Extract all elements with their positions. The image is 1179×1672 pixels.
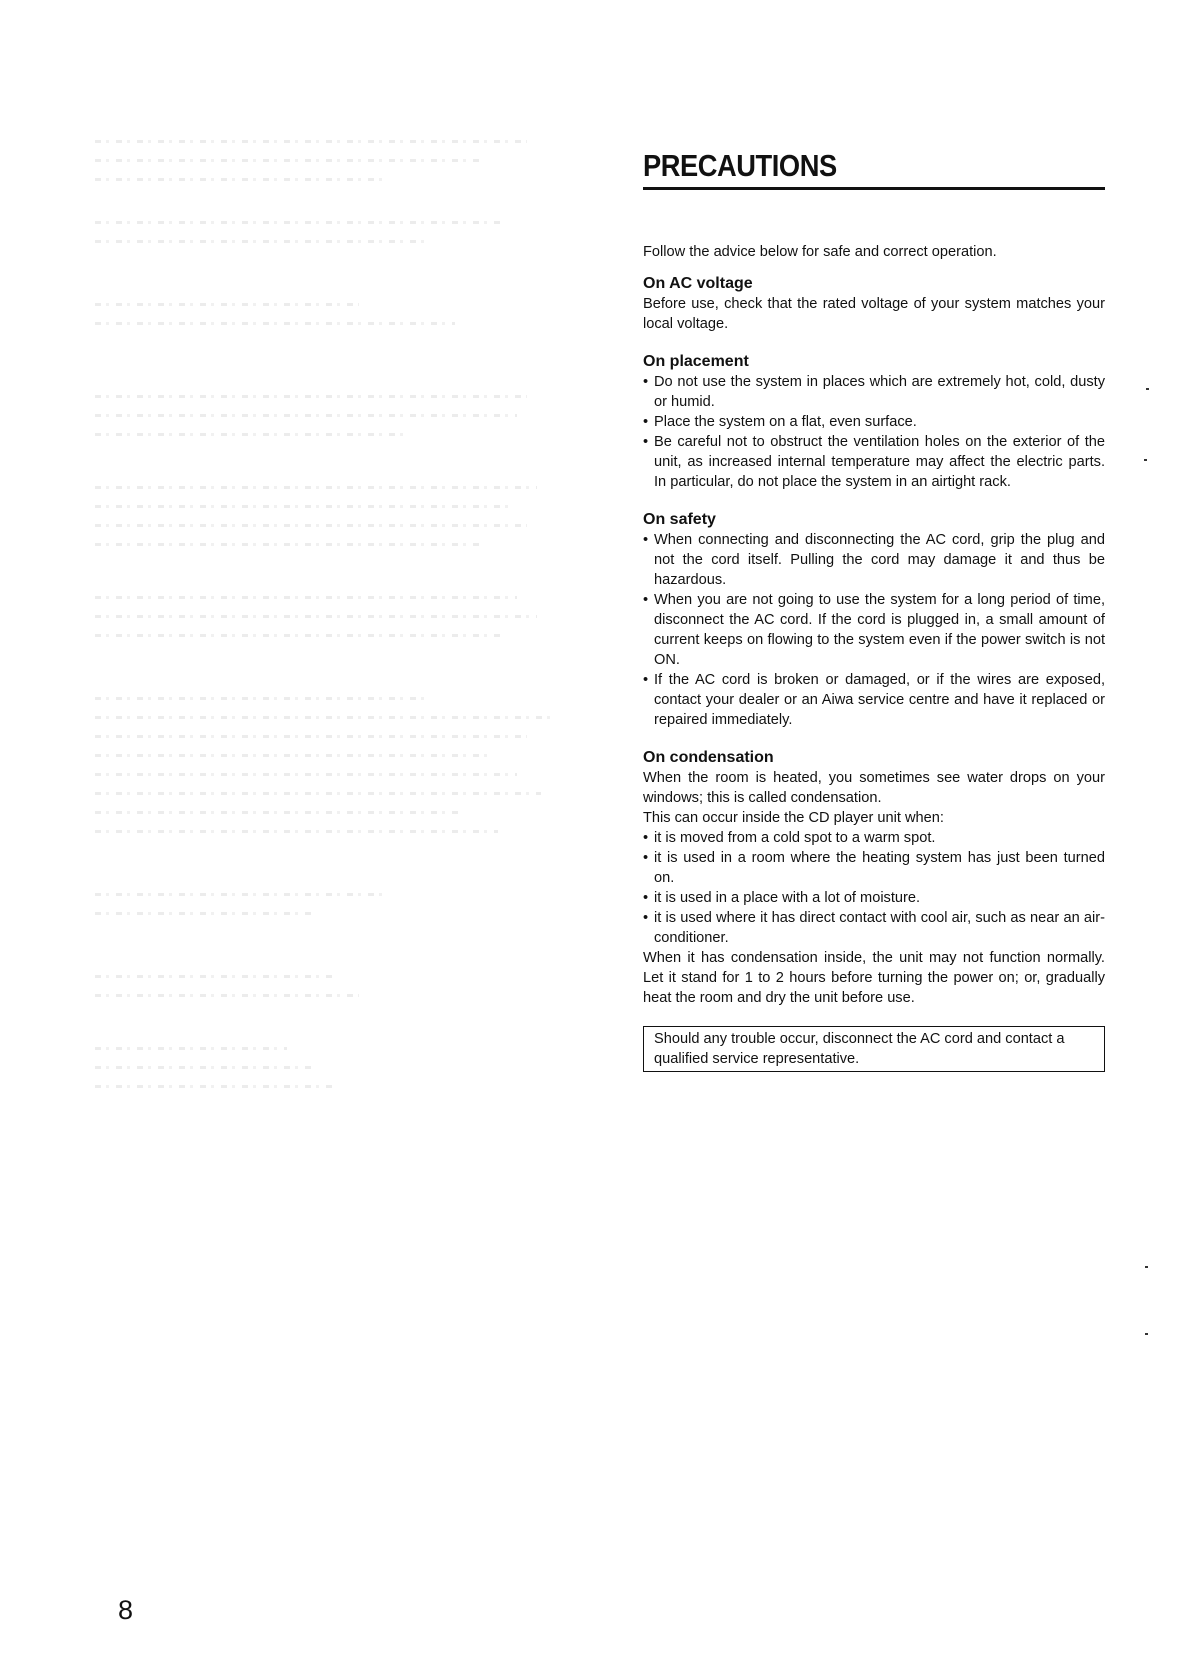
section-ac-voltage — [643, 274, 1105, 334]
intro-text: Follow the advice below for safe and correct operation. — [643, 244, 997, 260]
list-item: • it is used where it has direct contact with cool air, such as near an air-conditioner. — [643, 908, 1105, 948]
list-item: • When connecting and disconnecting the AC cord, grip the plug and not the cord itself. Pulling the cord may damage it and thus be hazardous. — [643, 530, 1105, 590]
page-number: 8 — [118, 1595, 134, 1625]
section-text: Before use, check that the rated voltage of your system matches your local voltage. — [643, 296, 1105, 332]
section-heading: On safety — [643, 511, 716, 528]
list-item: • it is moved from a cold spot to a warm spot. — [643, 828, 1105, 848]
section-safety — [643, 510, 1105, 730]
trouble-notice-box: Should any trouble occur, disconnect the AC cord and contact a qualified service representative. — [643, 1026, 1105, 1072]
section-heading: On placement — [643, 353, 749, 370]
scan-speck — [1146, 388, 1149, 390]
section-heading: On AC voltage — [643, 275, 753, 292]
scan-speck — [1145, 1333, 1148, 1335]
bleed-through-area — [95, 140, 575, 1460]
section-placement — [643, 352, 1105, 492]
page-title: PRECAUTIONS — [643, 148, 837, 183]
scan-speck — [1144, 459, 1147, 461]
list-item: • Place the system on a flat, even surface. — [643, 412, 1105, 432]
section-text: This can occur inside the CD player unit when: — [643, 810, 944, 826]
bullet-list — [643, 828, 1105, 948]
title-underline — [643, 187, 1105, 190]
list-item: • Be careful not to obstruct the ventilation holes on the exterior of the unit, as increased internal temperature may affect the electric parts. In particular, do not place the system in an airtight rack. — [643, 432, 1105, 492]
list-item: • it is used in a place with a lot of moisture. — [643, 888, 1105, 908]
scan-speck — [1145, 1266, 1148, 1268]
section-heading: On condensation — [643, 749, 774, 766]
list-item: • If the AC cord is broken or damaged, or if the wires are exposed, contact your dealer or an Aiwa service centre and have it replaced or repaired immediately. — [643, 670, 1105, 730]
bullet-list — [643, 530, 1105, 730]
list-item: • When you are not going to use the system for a long period of time, disconnect the AC cord. If the cord is plugged in, a small amount of current keeps on flowing to the system even if the power switch is not ON. — [643, 590, 1105, 670]
list-item: • Do not use the system in places which are extremely hot, cold, dusty or humid. — [643, 372, 1105, 412]
section-condensation — [643, 748, 1105, 1008]
section-text: When the room is heated, you sometimes see water drops on your windows; this is called condensation. — [643, 770, 1105, 806]
section-text: When it has condensation inside, the unit may not function normally. Let it stand for 1 to 2 hours before turning the power on; or, gradually heat the room and dry the unit before use. — [643, 950, 1105, 1006]
precautions-column — [643, 150, 1105, 1072]
list-item: • it is used in a room where the heating system has just been turned on. — [643, 848, 1105, 888]
bullet-list — [643, 372, 1105, 492]
